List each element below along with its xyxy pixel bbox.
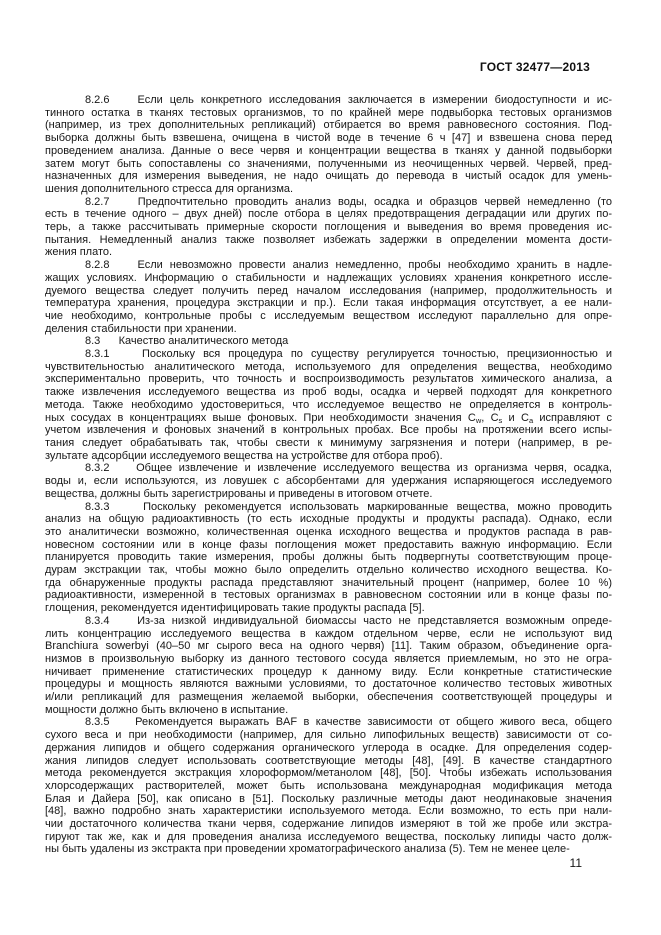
text-line: мощности должно быть включено в испытание. bbox=[45, 703, 289, 716]
paragraph-8.2.7 bbox=[45, 196, 612, 260]
paragraph-8.3.5 bbox=[45, 716, 612, 856]
text-line: ны быть удалены из экстракта при проведении хроматографического анализа (5). Тем не менее целе- bbox=[45, 843, 570, 856]
text-line: хлорсодержащих растворителей, может быть использована международная модификация метода bbox=[45, 779, 612, 792]
text-line: сухого веса и при необходимости (например, для сильно липофильных веществ) зависимости от со- bbox=[45, 729, 612, 742]
text-line: радиоактивности, измеренной в тестовых организмах в равновесном состоянии или в конце фазы по- bbox=[45, 589, 612, 602]
text-line: 8.2.6 Если цель конкретного исследования заключается в измерении биодоступности и ис- bbox=[85, 94, 612, 106]
document-header-standard-number: ГОСТ 32477—2013 bbox=[479, 60, 590, 74]
paragraph-8.3.1 bbox=[45, 348, 612, 462]
text-line: держания липидов и общего содержания органического углерода в осадке. Для определения содер- bbox=[45, 741, 612, 754]
text-line: процедуры и мощность являются важными условиями, то достаточное количество тестовых животных bbox=[45, 678, 612, 691]
text-line: дуемого вещества следует получить перед началом исследования (например, продолжительность и bbox=[45, 284, 612, 297]
text-line: планируется проводить такие измерения, пробы должны быть подвергнуты соответствующим проце- bbox=[45, 551, 612, 564]
text-line: ных сосудах в концентрациях выше фоновых. При необходимости значения $C_w$, $C_s$ и $C_a$ исправляют с bbox=[45, 411, 613, 425]
text-line: 8.3.2 Общее извлечение и извлечение исследуемого вещества из организма червя, осадка, bbox=[85, 462, 612, 475]
text-line: лить концентрацию исследуемого вещества в каждом отдельном черве, если не используют вид bbox=[45, 627, 612, 640]
text-line: жения плато. bbox=[45, 246, 113, 259]
text-line: деления стабильности при хранении. bbox=[45, 322, 237, 335]
text-line: [48], важно подробно знать характеристики используемого метода. Если возможно, то есть при нали- bbox=[45, 805, 612, 818]
page-number: 11 bbox=[569, 856, 582, 870]
text-line: пытания. Немедленный анализ также позволяет избежать задержки в определении момента дости- bbox=[45, 233, 612, 246]
text-line: и/или репликаций для размещения желаемой выборки, обеспечения соответствующей процедуры и bbox=[45, 691, 612, 704]
text-line: учетом извлечения и фоновых значений в контрольных пробах. Все пробы на протяжении всего испы- bbox=[45, 424, 612, 437]
text-line: это аналитически возможно, количественная оценка исходного вещества и продуктов распада в рав- bbox=[45, 525, 612, 538]
paragraph-8.3 bbox=[45, 335, 612, 348]
text-line: анализ на общую радиоактивность (то есть исходные продукты и продукты распада). Однако, если bbox=[45, 513, 612, 526]
paragraph-8.3.2 bbox=[45, 462, 612, 500]
text-line: тинного остатка в тканях тестовых организмов, то по крайней мере подвыборка тестовых организмов bbox=[45, 106, 612, 119]
paragraph-8.2.8 bbox=[45, 259, 612, 335]
text-line: шения дополнительного стресса для организма. bbox=[45, 182, 294, 195]
text-line: чии достаточного количества ткани червя, содержание липидов измеряют в той же пробе или экстра- bbox=[45, 818, 612, 831]
text-line: затем могут быть сопоставлены со значениями, полученными из неочищенных червей. Червей, пред- bbox=[45, 157, 612, 170]
text-line: проведением анализа. Данные о весе червя и концентрации вещества в тканях у данной подвыборки bbox=[45, 144, 612, 157]
text-line: жания липидов следует использовать соответствующие методы [48], [49]. В качестве стандартного bbox=[45, 754, 612, 767]
paragraph-8.2.6 bbox=[45, 94, 612, 196]
text-line: 8.3 Качество аналитического метода bbox=[85, 335, 289, 348]
paragraph-8.3.3 bbox=[45, 501, 612, 615]
text-line: метода. Также необходимо удостовериться, что исследуемое вещество не определяется в контроль- bbox=[45, 398, 612, 411]
text-line: чувствительностью аналитического метода, используемого для определения вещества, необходимо bbox=[45, 360, 612, 373]
text-line: новесном состоянии или в конце фазы поглощения может предоставить важную информацию. Если bbox=[45, 538, 612, 551]
text-line: низмов в произвольную выборку из данного тестового сосуда является приемлемым, но это не огра- bbox=[45, 652, 612, 665]
text-line: 8.3.5 Рекомендуется выражать BAF в качестве зависимости от общего живого веса, общего bbox=[85, 716, 612, 729]
text-line: Блая и Дайера [50], как описано в [51]. Поскольку различные методы дают неодинаковые значения bbox=[45, 792, 612, 805]
text-line: гируют так же, как и для проведения анализа исследуемого вещества, поскольку липиды часто долж- bbox=[45, 830, 612, 843]
text-line: зультате адсорбции исследуемого вещества на устройстве для отбора проб). bbox=[45, 449, 443, 462]
text-line: экспериментально проверить, что точность и воспроизводимость результатов химического анализа, а bbox=[45, 373, 612, 386]
text-line: температура хранения, процедура экстракции и пр.). Если такая информация отсутствует, а ее нали- bbox=[45, 297, 612, 310]
text-line: тания следует обрабатывать так, чтобы свести к минимуму загрязнения и потери (например, в ре- bbox=[45, 436, 612, 449]
text-line: глощения, рекомендуется идентифицировать такие продукты распада [5]. bbox=[45, 602, 425, 615]
text-line: назначенных для измерения выведения, не надо очищать до перевода в чистый осадок для умень- bbox=[45, 170, 612, 183]
text-line: воды и, если используются, из ловушек с абсорбентами для удержания испаряющегося исследуемого bbox=[45, 475, 612, 488]
text-line: есть в течение одного – двух дней) после отбора в целях предотвращения деградации или других по- bbox=[45, 208, 612, 221]
text-line: 8.2.7 Предпочтительно проводить анализ воды, осадка и образцов червей немедленно (то bbox=[85, 195, 612, 208]
text-line: 8.2.8 Если невозможно провести анализ немедленно, пробы необходимо хранить в надле- bbox=[85, 259, 612, 272]
document-body-text bbox=[45, 94, 612, 856]
text-line: ничивает применение статистических процедур к данному виду. Если конкретные статистические bbox=[45, 665, 612, 678]
text-line: выборка должны быть взвешена, очищена в чистой воде в течение 6 ч [47] и взвешена снова перед bbox=[45, 132, 612, 145]
text-line: вещества, должны быть зарегистрированы и приведены в итоговом отчете. bbox=[45, 487, 433, 500]
text-line: также извлечения исследуемого вещества из проб воды, осадка и червей подходят для конкретного bbox=[45, 386, 612, 399]
text-line: жащих условиях. Информацию о стабильности и надлежащих условиях хранения конкретного иссле- bbox=[45, 271, 612, 284]
text-line: терь, а также рассчитывать примерные скорости поглощения и выведения во время проведения ис- bbox=[45, 221, 612, 234]
text-line: 8.3.1 Поскольку вся процедура по существу регулируется точностью, прецизионностью и bbox=[85, 348, 612, 361]
text-line: Branchiura sowerbyi (40–50 мг сырого веса на одного червя) [11]. Таким образом, объединение орга- bbox=[45, 640, 612, 653]
text-line: метода рекомендуется экстракция хлороформом/метанолом [48], [50]. Чтобы избежать использования bbox=[45, 767, 612, 780]
paragraph-8.3.4 bbox=[45, 615, 612, 717]
text-line: 8.3.4 Из-за низкой индивидуальной биомассы часто не представляется возможным опреде- bbox=[85, 614, 612, 627]
text-line: дурам экстракции так, чтобы можно было определить отдельно количество исходного вещества. Ко- bbox=[45, 564, 612, 577]
text-line: гда обнаруженные продукты распада представляют значительный процент (например, более 10 %) bbox=[45, 576, 612, 589]
text-line: (например, из трех дополнительных репликаций) отбирается во время равновесного состояния. Под- bbox=[45, 119, 612, 132]
text-line: 8.3.3 Поскольку рекомендуется использовать маркированные вещества, можно проводить bbox=[85, 500, 612, 513]
text-line: чие необходимо, контрольные пробы с исследуемым веществом исследуют параллельно для опре- bbox=[45, 309, 612, 322]
